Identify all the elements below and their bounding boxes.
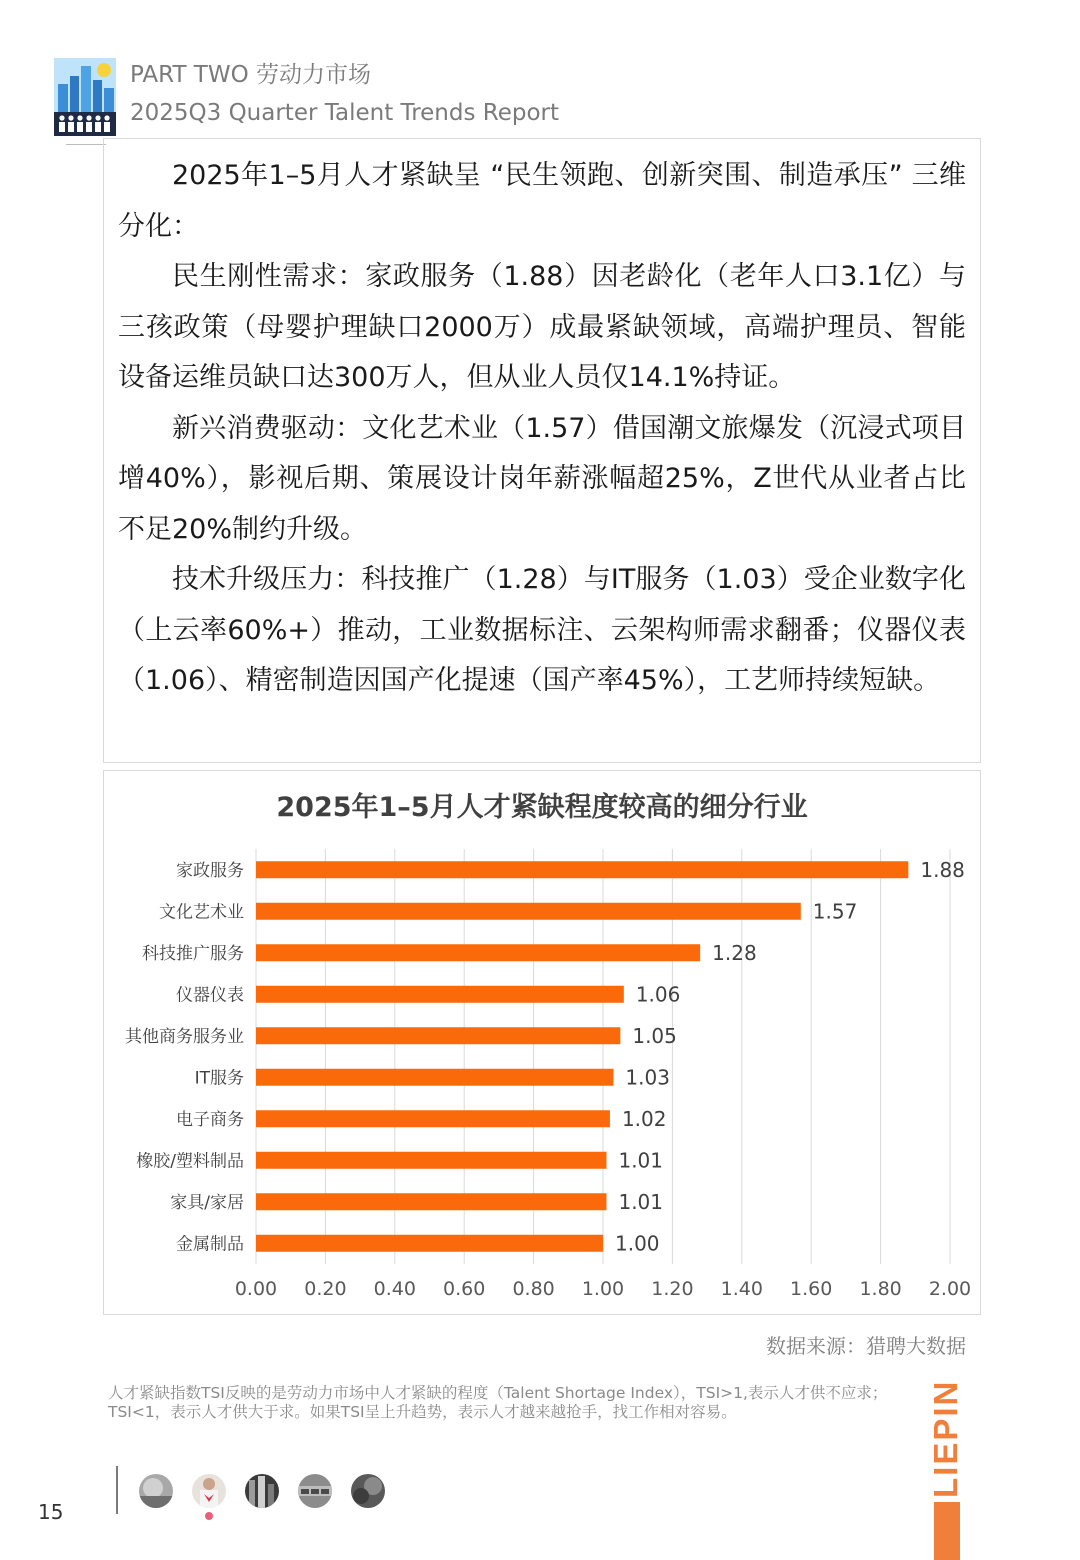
category-label: 家政服务 [176, 860, 244, 881]
bar [256, 986, 624, 1003]
brand-logo [928, 1380, 964, 1500]
footer-photo-thumbnail [298, 1474, 332, 1508]
x-tick-label: 2.00 [928, 1278, 972, 1300]
x-tick-label: 1.80 [859, 1278, 902, 1300]
chart-title: 2025年1–5月人才紧缺程度较高的细分行业 [276, 792, 808, 823]
header-report-title: 2025Q3 Quarter Talent Trends Report [130, 100, 560, 126]
bar [256, 1152, 606, 1169]
bar [256, 903, 801, 920]
category-label: 电子商务 [176, 1109, 244, 1130]
x-tick-label: 0.20 [304, 1278, 347, 1300]
category-label: 橡胶/塑料制品 [136, 1151, 244, 1172]
bar [256, 1193, 606, 1210]
x-tick-label: 0.40 [373, 1278, 416, 1300]
value-label: 1.01 [618, 1148, 664, 1173]
x-tick-label: 1.20 [651, 1278, 694, 1300]
footnote: 人才紧缺指数TSI反映的是劳动力市场中人才紧缺的程度（Talent Shortage Index），TSI>1,表示人才供不应求；TSI<1，表示人才供大于求。如果TSI呈上升趋势，表示人才越来越抢手，找工作相对容易。 [108, 1384, 888, 1421]
footer-divider [116, 1466, 118, 1514]
bar [256, 1069, 613, 1086]
footer-photo-thumbnail [351, 1474, 385, 1508]
category-label: IT服务 [194, 1068, 244, 1089]
category-label: 其他商务服务业 [125, 1026, 244, 1047]
bar [256, 1110, 610, 1127]
summary-paragraph: 民生刚性需求：家政服务（1.88）因老龄化（老年人口3.1亿）与三孩政策（母婴护理缺口2000万）成最紧缺领域，高端护理员、智能设备运维员缺口达300万人，但从业人员仅14.1%持证。 [118, 261, 966, 393]
footer-photo-thumbnail [139, 1474, 173, 1508]
category-label: 家具/家居 [170, 1192, 244, 1213]
x-tick-label: 0.00 [234, 1278, 278, 1300]
chart-container [103, 770, 981, 1315]
header-divider [66, 144, 106, 145]
report-logo-icon [54, 58, 116, 136]
x-tick-label: 0.80 [512, 1278, 555, 1300]
x-tick-label: 1.40 [720, 1278, 763, 1300]
bar-chart [104, 771, 980, 1314]
value-label: 1.02 [621, 1106, 667, 1131]
header-section-title: PART TWO 劳动力市场 [130, 62, 372, 88]
brand-text: LIEPIN [928, 1380, 964, 1498]
summary-paragraph: 新兴消费驱动：文化艺术业（1.57）借国潮文旅爆发（沉浸式项目增40%），影视后期、策展设计岗年薪涨幅超25%，Z世代从业者占比不足20%制约升级。 [118, 412, 966, 545]
category-label: 文化艺术业 [159, 902, 244, 923]
summary-text-box [103, 138, 981, 763]
footer-active-indicator [205, 1512, 213, 1520]
category-label: 科技推广服务 [142, 943, 244, 964]
brand-accent-bar [934, 1502, 960, 1560]
bar [256, 861, 908, 878]
bar [256, 1235, 603, 1252]
value-label: 1.00 [615, 1231, 660, 1256]
category-label: 金属制品 [176, 1234, 244, 1255]
category-label: 仪器仪表 [176, 985, 244, 1006]
summary-paragraph: 技术升级压力：科技推广（1.28）与IT服务（1.03）受企业数字化（上云率60%+）推动，工业数据标注、云架构师需求翻番；仪器仪表（1.06）、精密制造因国产化提速（国产率45%），工艺师持续短缺。 [118, 564, 966, 696]
page-number: 15 [38, 1500, 64, 1524]
bar [256, 944, 700, 961]
value-label: 1.03 [625, 1065, 670, 1090]
value-label: 1.88 [920, 857, 965, 882]
value-label: 1.57 [812, 899, 858, 924]
bar [256, 1027, 620, 1044]
summary-paragraph: 2025年1–5月人才紧缺呈 “民生领跑、创新突围、制造承压” 三维分化： [118, 160, 966, 242]
value-label: 1.01 [618, 1189, 664, 1214]
data-source: 数据来源：猎聘大数据 [766, 1334, 966, 1358]
value-label: 1.05 [632, 1023, 677, 1048]
x-tick-label: 1.00 [581, 1278, 625, 1300]
x-tick-label: 1.60 [790, 1278, 833, 1300]
value-label: 1.28 [712, 940, 757, 965]
footer-photo-thumbnail [245, 1474, 279, 1508]
value-label: 1.06 [635, 982, 681, 1007]
footer-photo-thumbnail [192, 1474, 226, 1508]
x-tick-label: 0.60 [443, 1278, 486, 1300]
